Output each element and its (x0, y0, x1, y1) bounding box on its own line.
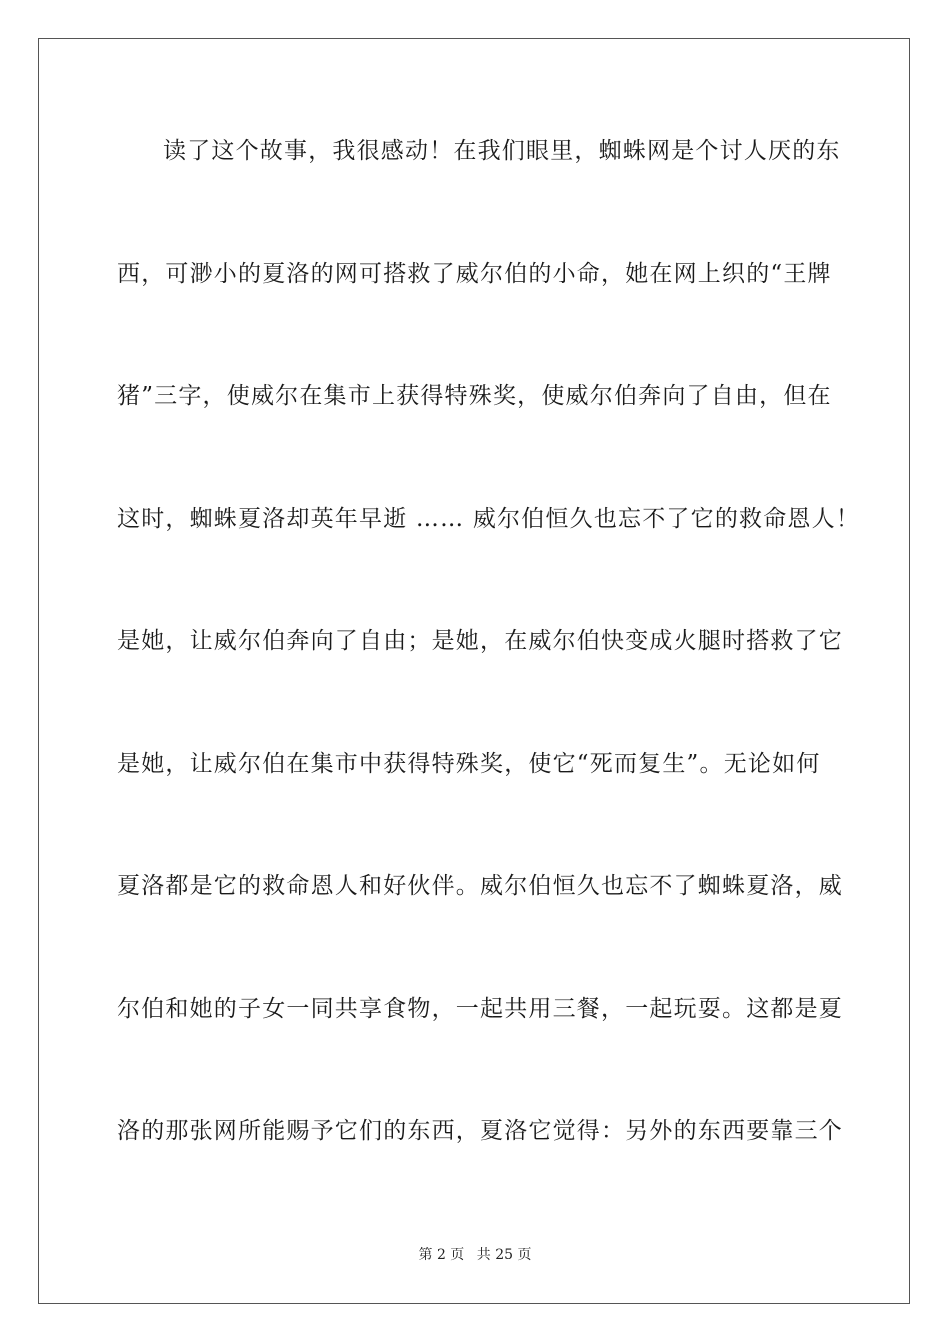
text-line: 夏洛都是它的救命恩人和好伙伴。威尔伯恒久也忘不了蜘蛛夏洛，威 (117, 873, 843, 899)
text-line: 尔伯和她的子女一同共享食物，一起共用三餐，一起玩耍。这都是夏 (117, 995, 843, 1022)
text-line: 这时，蜘蛛夏洛却英年早逝 …… 威尔伯恒久也忘不了它的救命恩人！ (117, 505, 861, 532)
text-line: 是她，让威尔伯奔向了自由；是她，在威尔伯快变成火腿时搭救了它 (117, 628, 843, 654)
text-line: 读了这个故事，我很感动！在我们眼里，蜘蛛网是个讨人厌的东 (163, 138, 841, 164)
page-number: 第 2 页 (418, 1247, 465, 1263)
document-body (117, 126, 861, 1229)
text-line: 猪”三字，使威尔在集市上获得特殊奖，使威尔伯奔向了自由，但在 (117, 383, 832, 409)
text-line: 西，可渺小的夏洛的网可搭救了威尔伯的小命，她在网上织的“王牌 (117, 260, 832, 287)
text-line: 洛的那张网所能赐予它们的东西，夏洛它觉得：另外的东西要靠三个 (117, 1118, 843, 1144)
text-line: 是她，让威尔伯在集市中获得特殊奖，使它“死而复生”。无论如何 (117, 750, 821, 777)
page-total: 共 25 页 (476, 1247, 532, 1263)
page-footer (0, 1244, 950, 1264)
